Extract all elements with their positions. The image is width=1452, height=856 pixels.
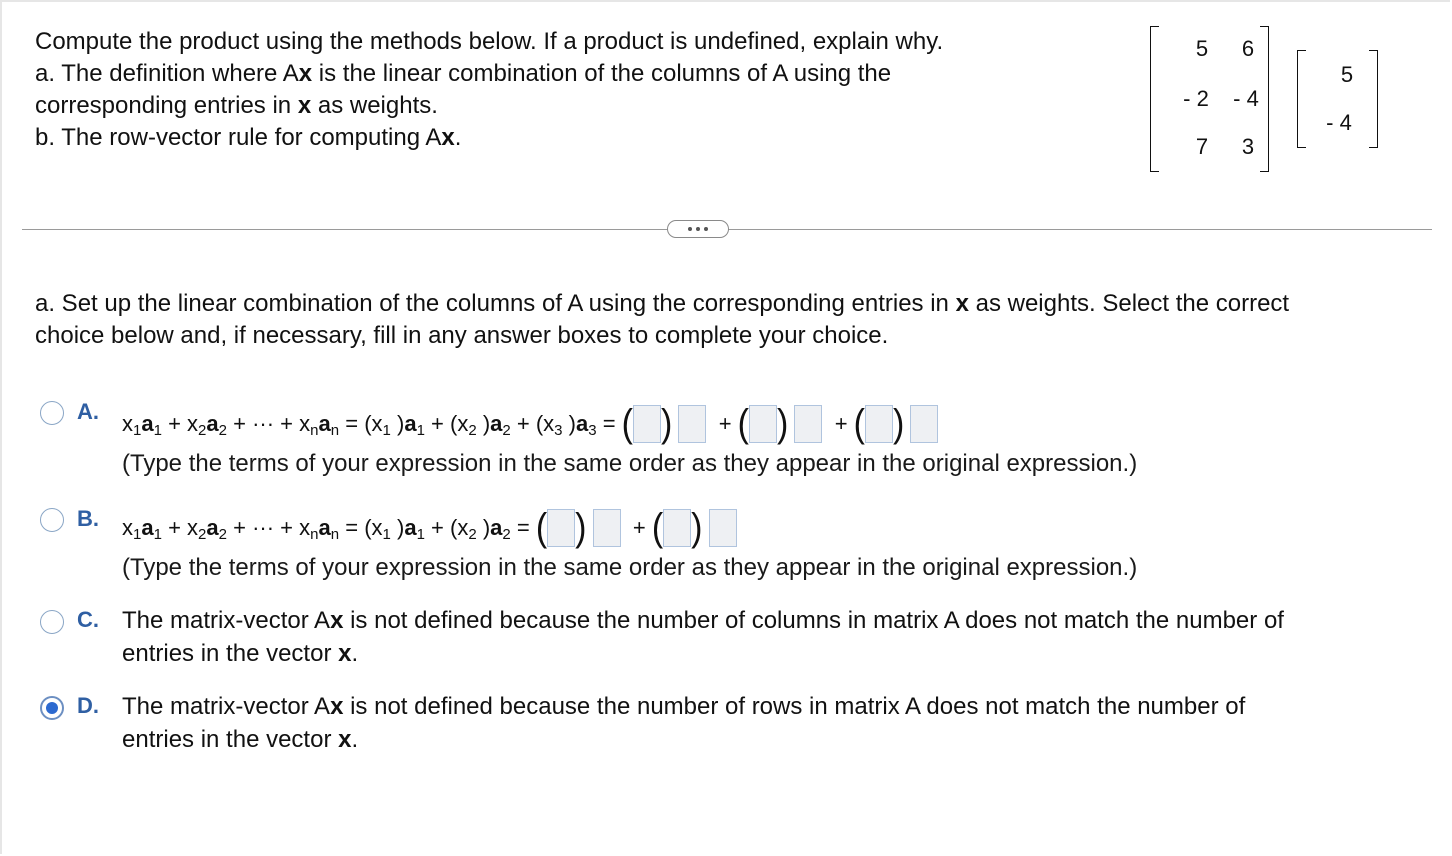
- choice-b-radio[interactable]: [40, 508, 64, 532]
- question-line-3-pre: corresponding entries in: [35, 92, 298, 119]
- vector-x-cell: - 4: [1326, 110, 1352, 135]
- choice-d-line-2-pre: entries in the vector: [122, 726, 339, 753]
- choice-c-line-2-x: x: [338, 640, 352, 667]
- expr-sub: n: [330, 421, 340, 439]
- choice-a-expression: [122, 404, 938, 444]
- expr-x: x: [457, 411, 469, 436]
- expr-lp: (: [450, 411, 458, 436]
- expr-a: a: [318, 411, 331, 436]
- choice-d-text: [122, 690, 1422, 756]
- expr-a: a: [490, 515, 503, 540]
- vector-x: [1297, 50, 1379, 148]
- choice-c-line-2-pre: entries in the vector: [122, 640, 339, 667]
- vector-x-cell: 5: [1340, 62, 1354, 87]
- expr-x: x: [299, 515, 311, 540]
- paren-right: ): [777, 402, 789, 446]
- expr-dots: + ··· +: [233, 515, 294, 540]
- expr-lp: (: [364, 411, 372, 436]
- choice-a-letter: A.: [77, 399, 99, 424]
- question-line-3-x: x: [297, 92, 312, 119]
- expr-plus: +: [431, 515, 444, 540]
- expr-x: x: [371, 411, 383, 436]
- expr-x: x: [371, 515, 383, 540]
- paren-left: (: [621, 402, 633, 446]
- expr-lp: (: [364, 515, 372, 540]
- expr-rp: ): [396, 411, 405, 436]
- expr-x: x: [543, 411, 555, 436]
- question-line-2-post: is the linear combination of the columns of A using the: [312, 60, 892, 87]
- answer-box-column-1[interactable]: [678, 405, 706, 443]
- show-more-button[interactable]: [667, 220, 729, 238]
- matrix-A-cell: - 2: [1183, 86, 1209, 111]
- expr-rp: ): [568, 411, 576, 436]
- answer-box-weight-1[interactable]: [633, 405, 661, 443]
- expr-rp: ): [482, 515, 491, 540]
- question-line-2-A: A: [282, 60, 299, 87]
- expr-sub: 1: [416, 421, 425, 439]
- expr-sub: 1: [153, 421, 162, 439]
- expr-sub: n: [330, 525, 340, 543]
- expr-x: x: [122, 411, 133, 436]
- expr-sub: 2: [502, 421, 511, 439]
- expr-x: x: [299, 411, 311, 436]
- choice-c-radio[interactable]: [40, 610, 64, 634]
- choice-d-radio-selected[interactable]: [40, 696, 64, 720]
- vector-x-left-bracket: [1297, 50, 1306, 148]
- answer-box-weight-3[interactable]: [865, 405, 893, 443]
- expr-sub: 1: [133, 525, 142, 543]
- expr-sub: 1: [416, 525, 425, 543]
- expr-eq: =: [516, 515, 530, 540]
- question-line-1: Compute the product using the methods below. If a product is undefined, explain why.: [35, 28, 944, 55]
- part-a-line-1-x: x: [955, 290, 969, 317]
- expr-plus: +: [718, 411, 732, 436]
- question-line-2-pre: a. The definition where: [35, 60, 283, 87]
- expr-a: a: [404, 515, 417, 540]
- paren-right: ): [691, 506, 703, 550]
- choice-b-expression: [122, 508, 737, 548]
- expr-sub: 1: [133, 421, 142, 439]
- answer-box-column-3[interactable]: [910, 405, 938, 443]
- choice-c-line-1-pre: The matrix-vector: [122, 607, 315, 634]
- answer-box-weight-2[interactable]: [749, 405, 777, 443]
- expr-sub: 2: [502, 525, 511, 543]
- expr-lp: (: [450, 515, 458, 540]
- paren-right: ): [661, 402, 673, 446]
- answer-box-column-2[interactable]: [709, 509, 737, 547]
- matrix-A-cell: - 4: [1233, 86, 1259, 111]
- matrix-A-cell: 3: [1241, 134, 1255, 159]
- question-line-4-A: A: [425, 124, 442, 151]
- question-line-4-post: .: [454, 124, 462, 151]
- matrix-A: [1150, 26, 1276, 172]
- expr-a: a: [141, 411, 154, 436]
- choice-d-line-2-x: x: [338, 726, 352, 753]
- expr-a: a: [404, 411, 417, 436]
- choice-c-letter: C.: [77, 607, 99, 632]
- answer-box-column-1[interactable]: [593, 509, 621, 547]
- expr-sub: 2: [198, 421, 207, 439]
- choice-c-line-2-post: .: [351, 640, 359, 667]
- expr-rp: ): [482, 411, 491, 436]
- expr-plus: +: [834, 411, 848, 436]
- question-line-4-pre: b. The row-vector rule for computing: [35, 124, 426, 151]
- part-a-line-1-post: as weights. Select the correct: [968, 290, 1290, 317]
- expr-sub: 3: [588, 421, 597, 439]
- choice-c-line-1-post: is not defined because the number of columns in matrix A does not match the number of: [343, 607, 1284, 634]
- expr-a: a: [318, 515, 331, 540]
- ellipsis-dot-icon: [704, 227, 708, 231]
- part-a-line-1-pre: a. Set up the linear combination of the columns of A using the corresponding entries in: [35, 290, 956, 317]
- answer-box-column-2[interactable]: [794, 405, 822, 443]
- choice-d-A: A: [314, 693, 331, 720]
- question-line-3-post: as weights.: [311, 92, 438, 119]
- expr-sub: 3: [554, 421, 563, 439]
- expr-x: x: [187, 411, 199, 436]
- question-text: [35, 26, 1075, 154]
- matrix-A-left-bracket: [1150, 26, 1159, 172]
- expr-x: x: [122, 515, 133, 540]
- expr-rp: ): [396, 515, 405, 540]
- part-a-line-2: choice below and, if necessary, fill in any answer boxes to complete your choice.: [35, 322, 889, 349]
- expr-x: x: [457, 515, 469, 540]
- choice-c-A: A: [314, 607, 331, 634]
- choice-d-line-1-post: is not defined because the number of rows in matrix A does not match the number of: [343, 693, 1246, 720]
- choice-d-line-1-pre: The matrix-vector: [122, 693, 315, 720]
- expr-a: a: [206, 411, 219, 436]
- expr-sub: 1: [382, 421, 391, 439]
- expr-a: a: [141, 515, 154, 540]
- paren-left: (: [535, 506, 548, 550]
- expr-plus: +: [632, 515, 646, 540]
- expr-plus: +: [168, 515, 181, 540]
- choice-d-x: x: [330, 693, 344, 720]
- choice-c-x: x: [330, 607, 344, 634]
- choice-a-hint: (Type the terms of your expression in the same order as they appear in the original expression.): [122, 450, 1138, 477]
- expr-sub: 2: [218, 525, 227, 543]
- expr-sub: 1: [153, 525, 162, 543]
- ellipsis-dot-icon: [696, 227, 700, 231]
- question-line-4-x: x: [441, 124, 455, 151]
- choice-c-text: [122, 604, 1422, 670]
- expr-sub: 2: [468, 525, 477, 543]
- expr-sub: 2: [468, 421, 477, 439]
- expr-eq: =: [345, 411, 359, 436]
- paren-right: ): [893, 402, 905, 446]
- expr-sub: n: [310, 421, 319, 439]
- expr-plus: +: [431, 411, 444, 436]
- expr-plus: +: [168, 411, 181, 436]
- matrix-A-cell: 5: [1195, 36, 1209, 61]
- question-line-2-x: x: [298, 60, 313, 87]
- expr-x: x: [187, 515, 199, 540]
- expr-a: a: [575, 411, 589, 436]
- expr-a: a: [206, 515, 219, 540]
- paren-right: ): [575, 506, 587, 550]
- choice-a-radio[interactable]: [40, 401, 64, 425]
- expr-a: a: [490, 411, 503, 436]
- expr-dots: + ··· +: [233, 411, 294, 436]
- ellipsis-dot-icon: [688, 227, 692, 231]
- paren-left: (: [651, 506, 664, 550]
- paren-left: (: [853, 402, 865, 446]
- expr-eq: =: [602, 411, 616, 436]
- answer-box-weight-1[interactable]: [547, 509, 575, 547]
- answer-box-weight-2[interactable]: [663, 509, 691, 547]
- choice-b-hint: (Type the terms of your expression in the same order as they appear in the original expression.): [122, 554, 1138, 581]
- expr-eq: =: [345, 515, 359, 540]
- expr-sub: 1: [382, 525, 391, 543]
- matrix-A-cell: 6: [1241, 36, 1255, 61]
- expr-sub: 2: [198, 525, 207, 543]
- expr-sub: n: [310, 525, 319, 543]
- matrix-A-cell: 7: [1195, 134, 1209, 159]
- part-a-instructions: [35, 288, 1425, 352]
- expr-sub: 2: [218, 421, 227, 439]
- paren-left: (: [737, 402, 749, 446]
- choice-b-letter: B.: [77, 506, 99, 531]
- expr-plus: +: [516, 411, 530, 436]
- vector-x-right-bracket: [1369, 50, 1378, 148]
- expr-lp: (: [535, 411, 544, 436]
- choice-d-line-2-post: .: [351, 726, 359, 753]
- choice-d-letter: D.: [77, 693, 99, 718]
